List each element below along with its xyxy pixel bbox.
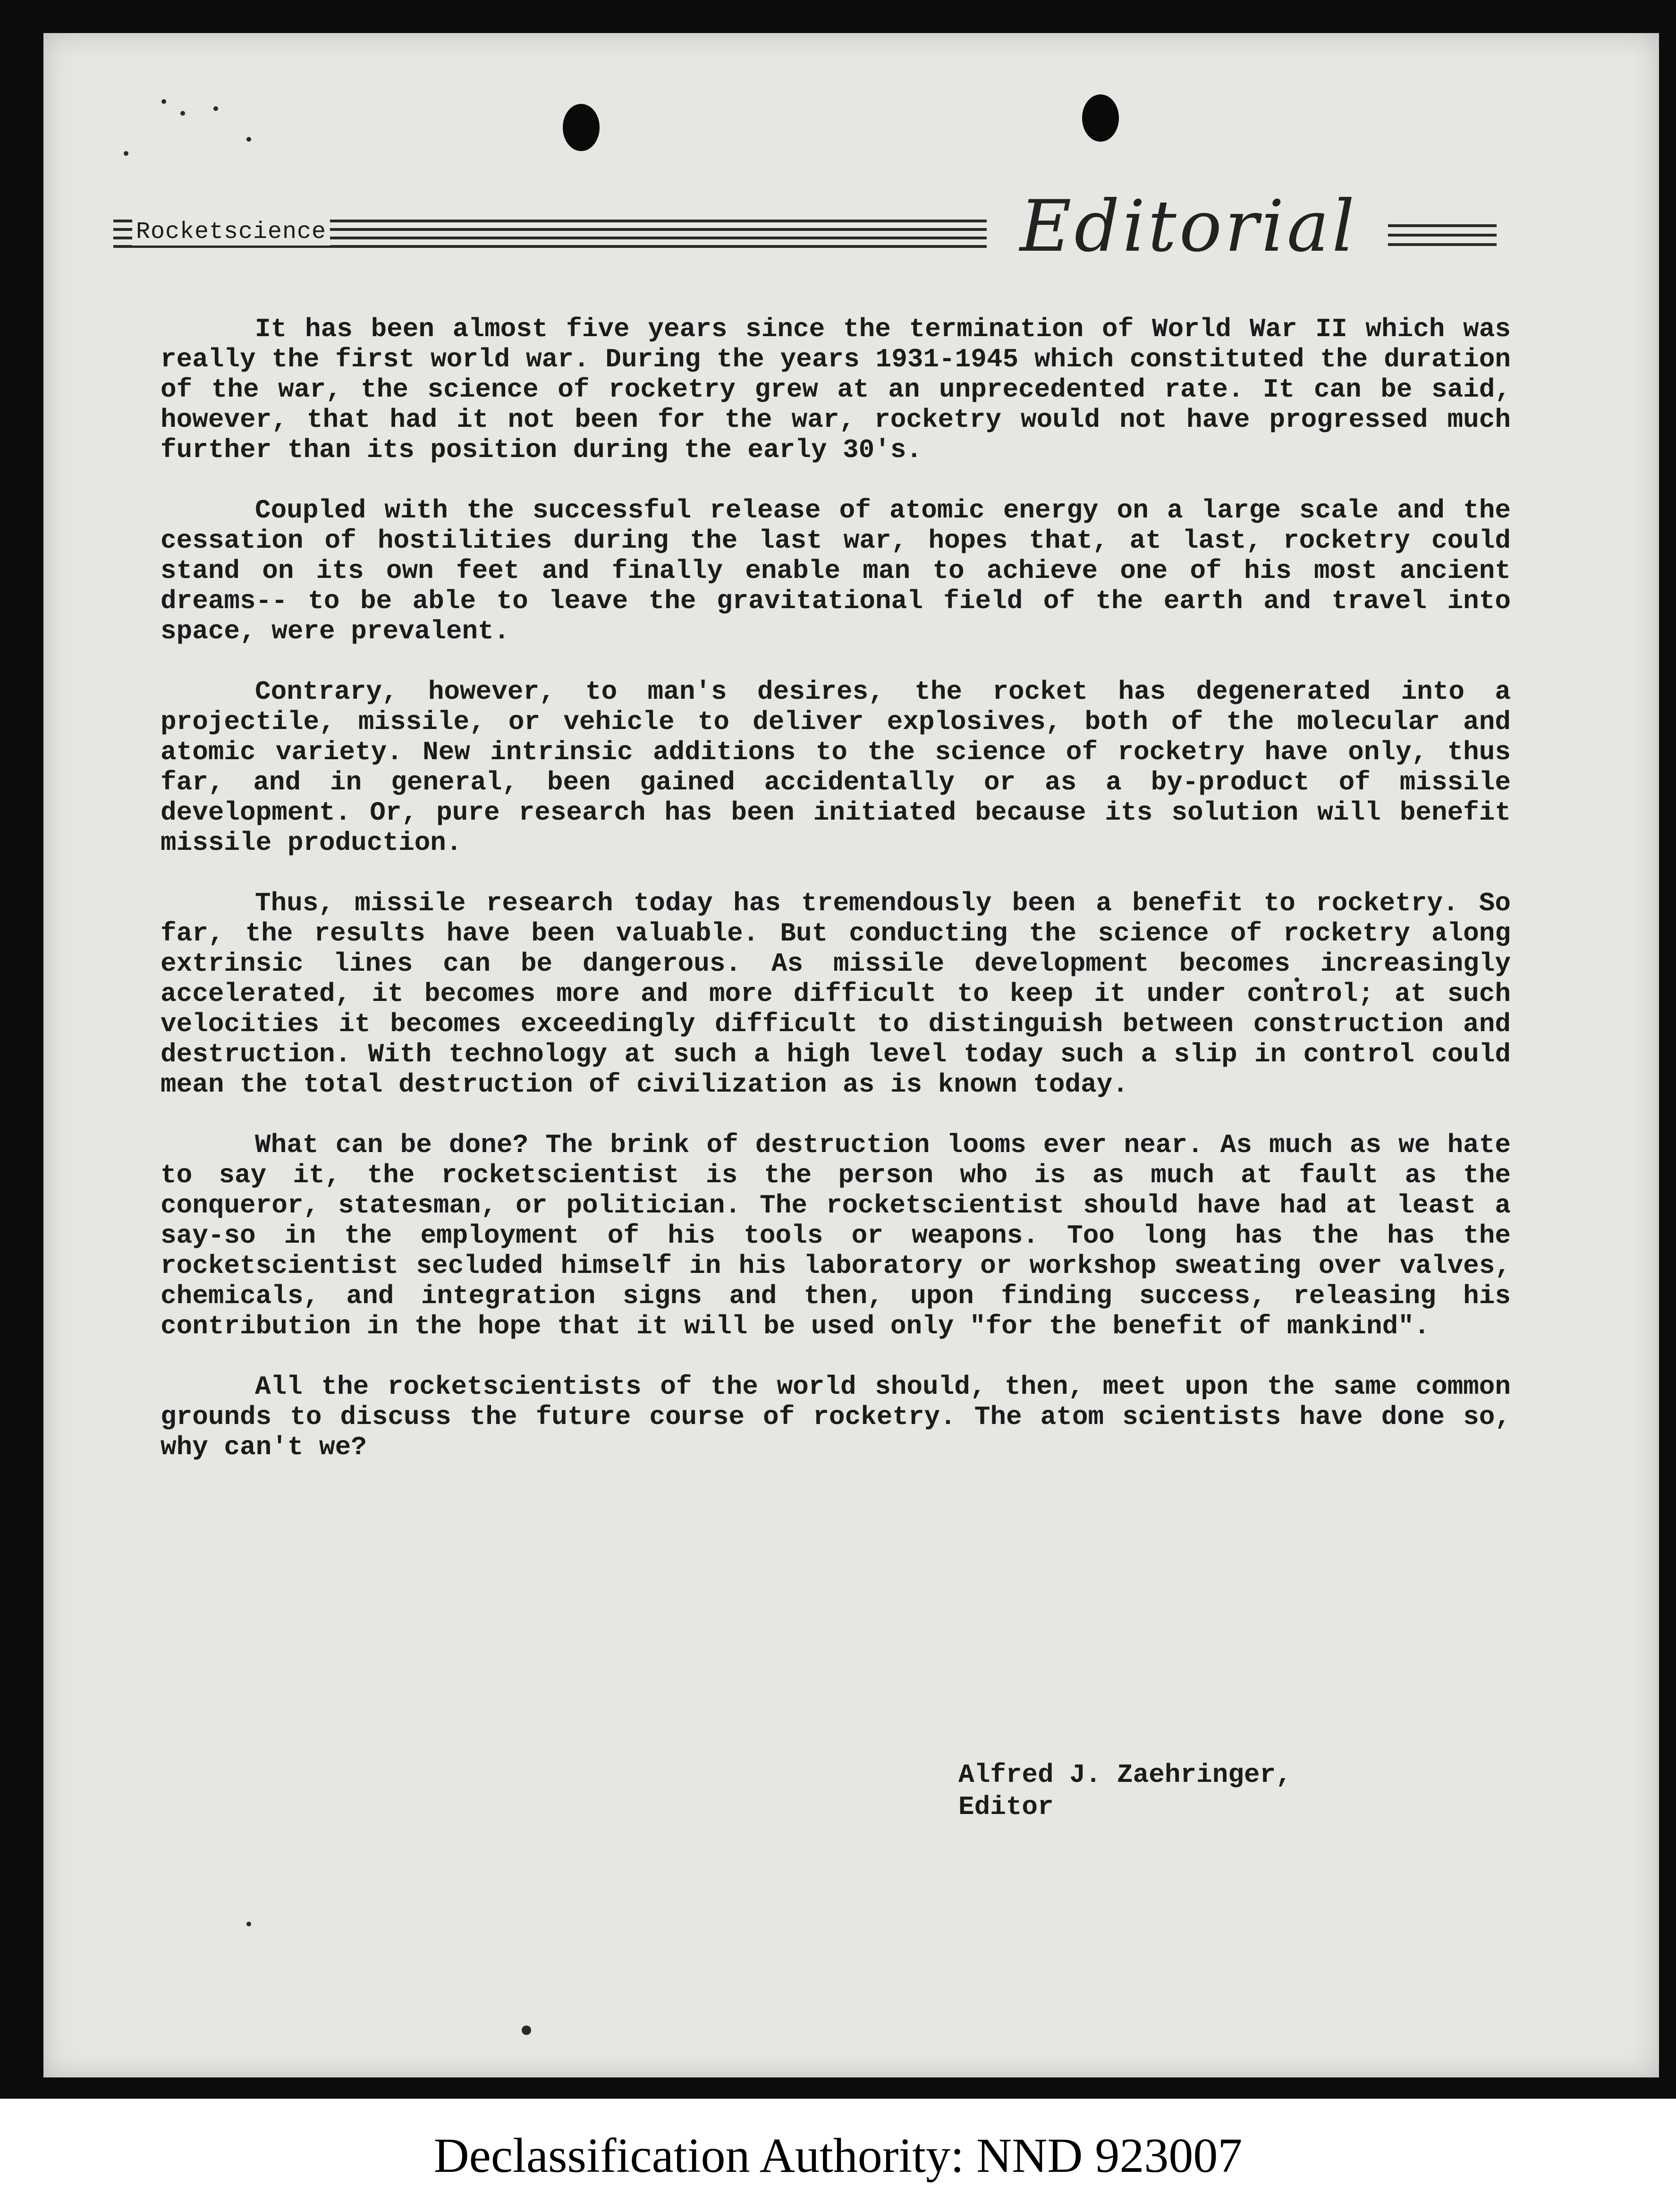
paper-speck xyxy=(246,1922,251,1926)
punch-hole-left xyxy=(563,104,600,151)
header-rule xyxy=(1388,234,1497,237)
footer-bar xyxy=(0,2099,1676,2212)
paper-speck xyxy=(180,111,185,116)
paper-speck xyxy=(124,151,128,156)
paragraph-1: It has been almost five years since the termination of World War II which was really the first world war. During the years 1931-1945 which constituted the duration of the war, the science of rocketry grew at an unprecedented rate. It can be said, however, that had it not been for the war, rocketry would not have progressed much further than its position during the early 30's. xyxy=(161,314,1511,465)
editorial-body xyxy=(161,314,1511,1492)
declassification-note: Declassification Authority: NND 923007 xyxy=(433,2128,1243,2183)
signature-title: Editor xyxy=(958,1792,1054,1822)
paragraph-3: Contrary, however, to man's desires, the rocket has degenerated into a projectile, missile, or vehicle to deliver explosives, both of the molecular and atomic variety. New intrinsic additions to the science of rocketry have only, thus far, and in general, been gained accidentally or as a by-product of missile development. Or, pure research has been initiated because its solution will benefit missile production. xyxy=(161,677,1511,858)
signature-block xyxy=(958,1759,1292,1823)
paragraph-5: What can be done? The brink of destruction looms ever near. As much as we hate to say it, the rocketscientist is the person who is as much at fault as the conqueror, statesman, or politician. The rocketscientist should have had at least a say-so in the employment of his tools or weapons. Too long has the has the rocketscientist secluded himself in his laboratory or workshop sweating over valves, chemicals, and integration signs and then, upon finding success, releasing his contribution in the hope that it will be used only "for the benefit of mankind". xyxy=(161,1130,1511,1341)
punch-hole-right xyxy=(1082,94,1119,142)
header-label: Rocketscience xyxy=(132,219,330,246)
paper-speck xyxy=(161,99,166,104)
paper-speck xyxy=(522,2026,531,2035)
paragraph-6: All the rocketscientists of the world should, then, meet upon the same common grounds to discuss the future course of rocketry. The atom scientists have done so, why can't we? xyxy=(161,1372,1511,1462)
paragraph-4: Thus, missile research today has tremendously been a benefit to rocketry. So far, the results have been valuable. But conducting the science of rocketry along extrinsic lines can be dangerous. As missile development becomes increasingly accelerated, it becomes more and more difficult to keep it under control; at such velocities it becomes exceedingly difficult to distinguish between construction and destruction. With technology at such a high level today such a slip in control could mean the total destruction of civilization as is known today. xyxy=(161,888,1511,1100)
paragraph-2: Coupled with the successful release of atomic energy on a large scale and the cessation of hostilities during the last war, hopes that, at last, rocketry could stand on its own feet and finally enable man to achieve one of his most ancient dreams-- to be able to leave the gravitational field of the earth and travel into space, were prevalent. xyxy=(161,495,1511,646)
paper-speck xyxy=(213,106,218,111)
editorial-header xyxy=(113,186,1511,267)
header-rule xyxy=(1388,243,1497,246)
signature-name: Alfred J. Zaehringer, xyxy=(958,1760,1292,1790)
header-script-title: Editorial xyxy=(1010,186,1367,267)
paper-speck xyxy=(246,137,251,142)
header-rule xyxy=(1388,224,1497,227)
